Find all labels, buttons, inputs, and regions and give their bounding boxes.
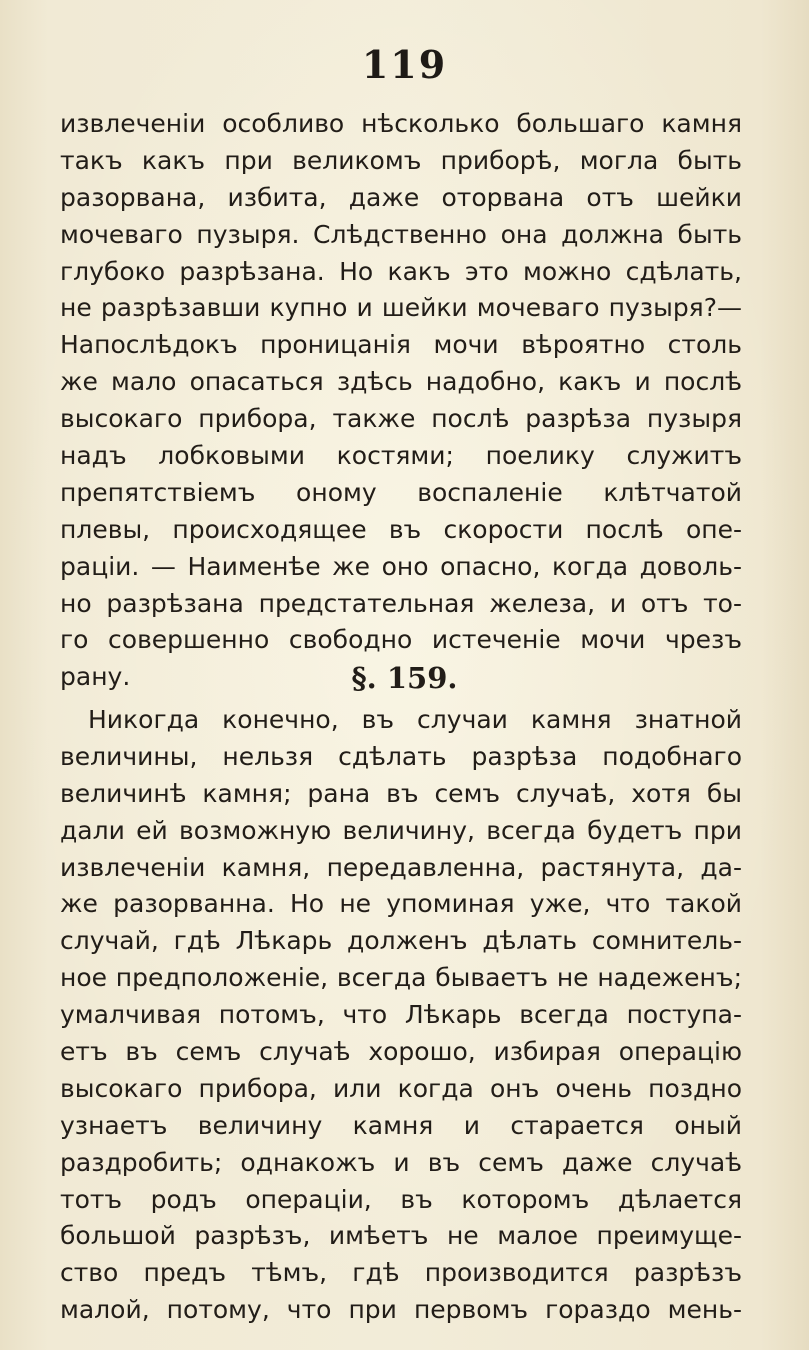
- text-line: рану.: [60, 662, 131, 692]
- text-line: надъ лобковыми костями; поелику служитъ: [60, 441, 742, 471]
- text-line: высокаго прибора, также послѣ разрѣза пузыря: [60, 404, 742, 434]
- text-line: малой, потому, что при первомъ гораздо мень-: [60, 1295, 742, 1325]
- text-line: глубоко разрѣзана. Но какъ это можно сдѣлать,: [60, 256, 742, 286]
- text-line: ство предъ тѣмъ, гдѣ производится разрѣзъ: [60, 1258, 742, 1288]
- text-line: извлеченіи камня, передавленна, растянута, да-: [60, 852, 742, 882]
- text-line: но разрѣзана предстательная железа, и отъ то-: [60, 588, 742, 618]
- text-line: етъ въ семъ случаѣ хорошо, избирая операцію: [60, 1037, 742, 1067]
- text-line: узнаетъ величину камня и старается оный: [60, 1110, 742, 1140]
- text-line: высокаго прибора, или когда онъ очень поздно: [60, 1073, 742, 1103]
- text-line: раціи. — Наименѣе же оно опасно, когда доволь-: [60, 551, 742, 581]
- text-line: же разорванна. Но не упоминая уже, что такой: [60, 889, 742, 919]
- text-line: умалчивая потомъ, что Лѣкарь всегда поступа-: [60, 1000, 742, 1030]
- paragraph-1: [60, 106, 742, 696]
- text-line: случай, гдѣ Лѣкарь долженъ дѣлать сомнитель-: [60, 926, 742, 956]
- text-line: разорвана, избита, даже оторвана отъ шейки: [60, 182, 742, 212]
- text-line: го совершенно свободно истеченіе мочи чрезъ: [60, 625, 742, 655]
- text-line: Никогда конечно, въ случаи камня знатной: [88, 705, 742, 734]
- text-line: дали ей возможную величину, всегда будетъ при: [60, 815, 742, 845]
- text-line: мочеваго пузыря. Слѣдственно она должна быть: [60, 219, 742, 249]
- text-line: величинѣ камня; рана въ семъ случаѣ, хотя бы: [60, 778, 742, 808]
- text-line: Напослѣдокъ проницанія мочи вѣроятно столь: [60, 330, 742, 360]
- text-line: тотъ родъ операціи, въ которомъ дѣлается: [60, 1184, 742, 1214]
- section-heading: §. 159.: [351, 661, 458, 695]
- text-line: не разрѣзавши купно и шейки мочеваго пузыря?—: [60, 293, 742, 323]
- text-line: раздробить; однакожъ и въ семъ даже случаѣ: [60, 1147, 742, 1177]
- text-line: препятствіемъ оному воспаленіе клѣтчатой: [60, 477, 742, 507]
- text-line: такъ какъ при великомъ приборѣ, могла быть: [60, 145, 742, 175]
- text-line: извлеченіи особливо нѣсколько большаго камня: [60, 109, 742, 138]
- page-number: 119: [361, 42, 448, 87]
- paragraph-2: [60, 702, 742, 1329]
- text-line: же мало опасаться здѣсь надобно, какъ и послѣ: [60, 367, 742, 397]
- text-line: большой разрѣзъ, имѣетъ не малое преимуще-: [60, 1221, 742, 1251]
- text-line: плевы, происходящее въ скорости послѣ опе-: [60, 514, 742, 544]
- text-line: ное предположеніе, всегда бываетъ не надеженъ;: [60, 963, 742, 993]
- text-line: величины, нельзя сдѣлать разрѣза подобнаго: [60, 741, 742, 771]
